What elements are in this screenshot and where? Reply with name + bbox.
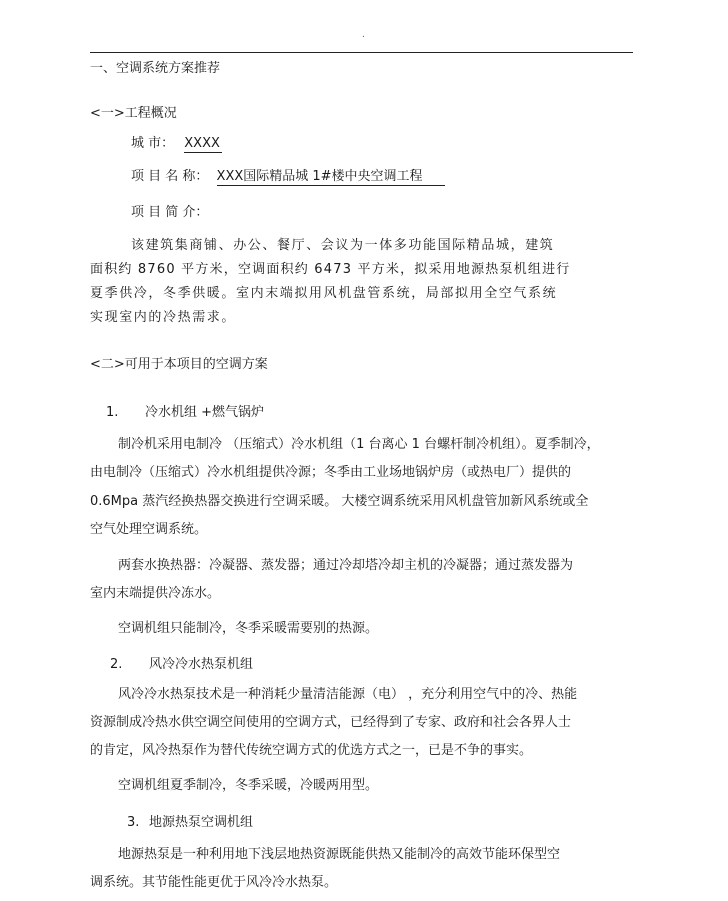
paragraph-line: 调系统。其节能性能更优于风冷冷水热泵。: [90, 875, 338, 890]
item-title: 风冷冷水热泵机组: [149, 657, 254, 672]
paragraph-line: 制冷机采用电制冷 （压缩式）冷水机组（1 台离心 1 台螺杆制冷机组）。夏季制冷，: [118, 437, 600, 452]
paragraph-line: 0.6Mpa 蒸汽经换热器交换进行空调采暖。 大楼空调系统采用风机盘管加新风系统或全: [90, 494, 589, 509]
item-number: 2.: [110, 657, 123, 672]
intro-label: 项 目 简 介：: [131, 205, 209, 220]
paragraph-line: 风冷冷水热泵技术是一种消耗少量清洁能源（电） ，充分利用空气中的冷、热能: [118, 687, 578, 702]
paragraph-line: 两套水换热器：冷凝器、蒸发器；通过冷却塔冷却主机的冷凝器；通过蒸发器为: [118, 558, 574, 573]
item-number: 1.: [106, 405, 119, 420]
project-row: [131, 168, 445, 186]
item-title: 地源热泵空调机组: [149, 815, 254, 830]
intro-line: 面积约 8760 平方米，空调面积约 6473 平方米，拟采用地源热泵机组进行: [90, 262, 571, 277]
overview-heading: <一>工程概况: [90, 106, 177, 121]
paragraph-line: 资源制成冷热水供空调空间使用的空调方式，已经得到了专家、政府和社会各界人士: [90, 715, 572, 730]
paragraph-line: 空调机组夏季制冷，冬季采暖，冷暖两用型。: [118, 778, 379, 793]
intro-line: 实现室内的冷热需求。: [90, 310, 237, 325]
paragraph-line: 由电制冷（压缩式）冷水机组提供冷源；冬季由工业场地锅炉房（或热电厂）提供的: [90, 465, 572, 480]
section-title: 一、空调系统方案推荐: [90, 61, 221, 76]
item-title: 冷水机组 +燃气锅炉: [145, 405, 265, 420]
paragraph-line: 空气处理空调系统。: [90, 522, 208, 537]
options-heading: <二>可用于本项目的空调方案: [90, 357, 268, 372]
intro-line: 夏季供冷，冬季供暖。室内末端拟用风机盘管系统，局部拟用全空气系统: [90, 286, 558, 301]
project-label: 项 目 名 称：: [131, 169, 209, 184]
paragraph-line: 地源热泵是一种利用地下浅层地热资源既能供热又能制冷的高效节能环保型空: [118, 847, 561, 862]
paragraph-line: 空调机组只能制冷，冬季采暖需要别的热源。: [118, 621, 379, 636]
city-value: XXXX: [184, 136, 222, 153]
city-row: [131, 135, 222, 153]
project-value: XXX国际精品城 1#楼中央空调工程: [217, 169, 445, 186]
city-label: 城 市：: [131, 136, 175, 151]
header-rule: [90, 52, 633, 53]
paragraph-line: 的肯定，风冷热泵作为替代传统空调方式的优选方式之一，已是不争的事实。: [90, 743, 533, 758]
intro-line: 该建筑集商铺、办公、餐厅、会议为一体多功能国际精品城，建筑: [131, 238, 555, 253]
item-number: 3.: [127, 815, 140, 830]
header-mark: .: [362, 30, 365, 40]
paragraph-line: 室内末端提供冷冻水。: [90, 586, 221, 601]
